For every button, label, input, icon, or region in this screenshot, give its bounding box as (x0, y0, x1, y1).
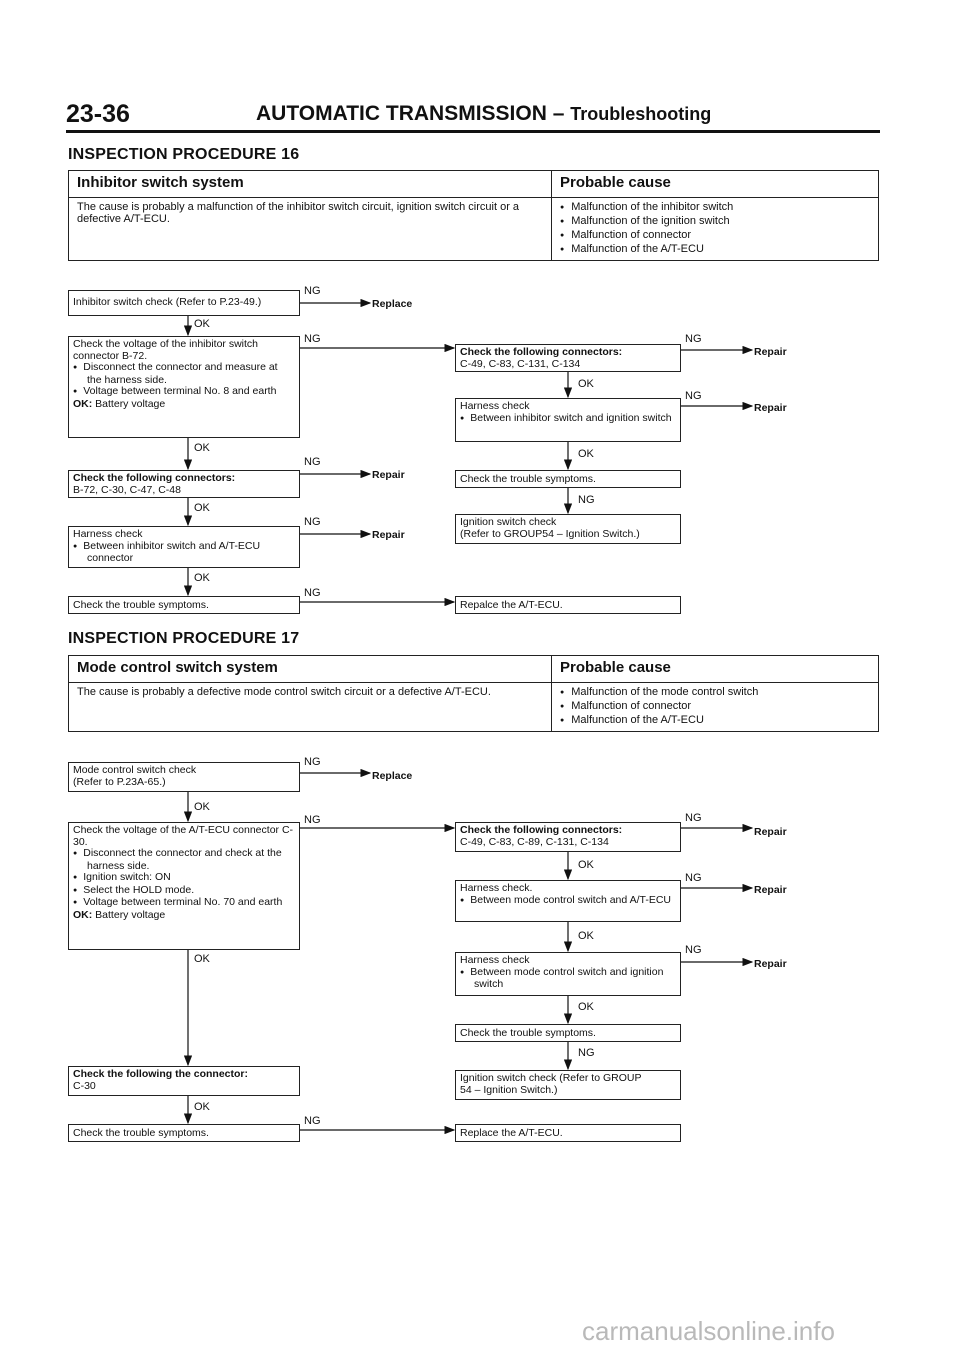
p16-box-item: ● Voltage between terminal No. 8 and earth (73, 386, 295, 399)
p16-description: The cause is probably a malfunction of the inhibitor switch circuit, ignition switch circuit or a defective A/T-ECU. (69, 198, 552, 261)
p17-cause-item: ● Malfunction of the A/T-ECU (560, 714, 870, 728)
page-number: 23-36 (66, 100, 130, 128)
p16-box-text: Ignition switch check (460, 516, 557, 528)
repair-label: Repair (754, 826, 787, 838)
ok-label: OK (578, 859, 594, 871)
p17-box-title: Check the following connectors: (460, 824, 623, 836)
ok-label: OK (578, 930, 594, 942)
p17-box-text: C-30 (73, 1079, 96, 1092)
ok-label: OK: (73, 397, 93, 410)
ng-label: NG (578, 494, 595, 506)
p17-box-item: ● Select the HOLD mode. (73, 885, 295, 898)
ok-label: OK (194, 953, 210, 965)
p17-box-item: ● Between mode control switch and ignition switch (460, 967, 676, 991)
p16-box-text: Check the trouble symptoms. (460, 473, 596, 485)
p16-cause-item: ● Malfunction of the A/T-ECU (560, 243, 870, 257)
ok-label: OK (578, 1001, 594, 1013)
p16-box-item: ● Between inhibitor switch and ignition switch (460, 413, 676, 426)
p16-box-title: Harness check (73, 528, 143, 540)
p17-box-text: C-49, C-83, C-89, C-131, C-134 (460, 835, 609, 848)
p17-box-text: 54 – Ignition Switch.) (460, 1083, 558, 1096)
p16-box-title: Check the following connectors: (460, 346, 623, 358)
watermark: carmanualsonline.info (582, 1316, 835, 1346)
ok-label: OK (194, 442, 210, 454)
ng-label: NG (685, 944, 702, 956)
ng-label: NG (304, 285, 321, 297)
ok-label: OK (194, 502, 210, 514)
p16-box-text: Check the trouble symptoms. (73, 599, 209, 611)
p17-cause-item: ● Malfunction of the mode control switch (560, 686, 870, 700)
p17-box-item: ● Between mode control switch and A/T-ECU (460, 895, 676, 908)
p17-box-text: Check the trouble symptoms. (460, 1027, 596, 1039)
ng-label: NG (685, 333, 702, 345)
p16-cause-item: ● Malfunction of the ignition switch (560, 215, 870, 229)
p16-cause-item: ● Malfunction of the inhibitor switch (560, 201, 870, 215)
p17-box-item: ● Voltage between terminal No. 70 and earth (73, 897, 295, 910)
p16-box-title: Check the following connectors: (73, 472, 236, 484)
replace-label: Replace (372, 770, 413, 782)
p17-system-header: Mode control switch system (69, 656, 552, 683)
p17-probable-cause-header: Probable cause (552, 656, 879, 683)
p16-box-item: ● Disconnect the connector and measure at the harness side. (73, 362, 295, 386)
repair-label: Repair (754, 402, 787, 414)
ok-label: OK: (73, 908, 93, 921)
p17-box-title: Harness check. (460, 882, 533, 894)
ng-label: NG (304, 516, 321, 528)
ng-label: NG (304, 1115, 321, 1127)
p17-box-item: ● Ignition switch: ON (73, 872, 295, 885)
p17-description: The cause is probably a defective mode control switch circuit or a defective A/T-ECU. (69, 683, 552, 732)
ok-value: Battery voltage (95, 908, 166, 921)
ng-label: NG (304, 456, 321, 468)
page-subtitle: Troubleshooting (570, 104, 712, 124)
repair-label: Repair (372, 469, 405, 481)
ng-label: NG (304, 587, 321, 599)
page-title-main: AUTOMATIC TRANSMISSION (256, 102, 547, 125)
p17-box-text: Ignition switch check (Refer to GROUP (460, 1072, 642, 1084)
p17-box-title: Check the following the connector: (73, 1068, 249, 1080)
ng-label: NG (304, 756, 321, 768)
ng-label: NG (685, 812, 702, 824)
ng-label: NG (304, 333, 321, 345)
p17-box-item: ● Disconnect the connector and check at the harness side. (73, 848, 295, 872)
procedure-17-heading: INSPECTION PROCEDURE 17 (68, 630, 300, 647)
p16-box-text: C-49, C-83, C-131, C-134 (460, 357, 581, 370)
ok-label: OK (578, 378, 594, 390)
repair-label: Repair (754, 958, 787, 970)
ng-label: NG (304, 814, 321, 826)
p17-box-text: Mode control switch check (73, 764, 197, 776)
replace-label: Replace (372, 298, 413, 310)
p16-box-text: Repalce the A/T-ECU. (460, 599, 563, 611)
p16-box-title: Harness check (460, 400, 530, 412)
ok-label: OK (194, 572, 210, 584)
p16-box-text: (Refer to GROUP54 – Ignition Switch.) (460, 527, 640, 540)
p16-box-item: ● Between inhibitor switch and A/T-ECU connector (73, 541, 295, 565)
ok-label: OK (194, 801, 210, 813)
ok-label: OK (194, 318, 210, 330)
p16-box-text: B-72, C-30, C-47, C-48 (73, 483, 181, 496)
p16-cause-item: ● Malfunction of connector (560, 229, 870, 243)
repair-label: Repair (754, 346, 787, 358)
ng-label: NG (578, 1047, 595, 1059)
p17-box-title: Check the voltage of the A/T-ECU connector C-30. (73, 824, 294, 848)
ok-value: Battery voltage (95, 397, 166, 410)
p17-box-text: Replace the A/T-ECU. (460, 1127, 563, 1139)
p16-system-header: Inhibitor switch system (69, 171, 552, 198)
p17-box-text: (Refer to P.23A-65.) (73, 775, 166, 788)
repair-label: Repair (372, 529, 405, 541)
p17-box-title: Harness check (460, 954, 530, 966)
p16-box-text: Inhibitor switch check (Refer to P.23-49.) (73, 296, 262, 308)
page-title-dash: – (552, 102, 565, 125)
p16-probable-cause-header: Probable cause (552, 171, 879, 198)
p16-box-title: Check the voltage of the inhibitor switch connector B-72. (73, 338, 259, 362)
ok-label: OK (578, 448, 594, 460)
ng-label: NG (685, 390, 702, 402)
p17-cause-item: ● Malfunction of connector (560, 700, 870, 714)
repair-label: Repair (754, 884, 787, 896)
procedure-16-heading: INSPECTION PROCEDURE 16 (68, 146, 300, 163)
ok-label: OK (194, 1101, 210, 1113)
ng-label: NG (685, 872, 702, 884)
p17-box-text: Check the trouble symptoms. (73, 1127, 209, 1139)
